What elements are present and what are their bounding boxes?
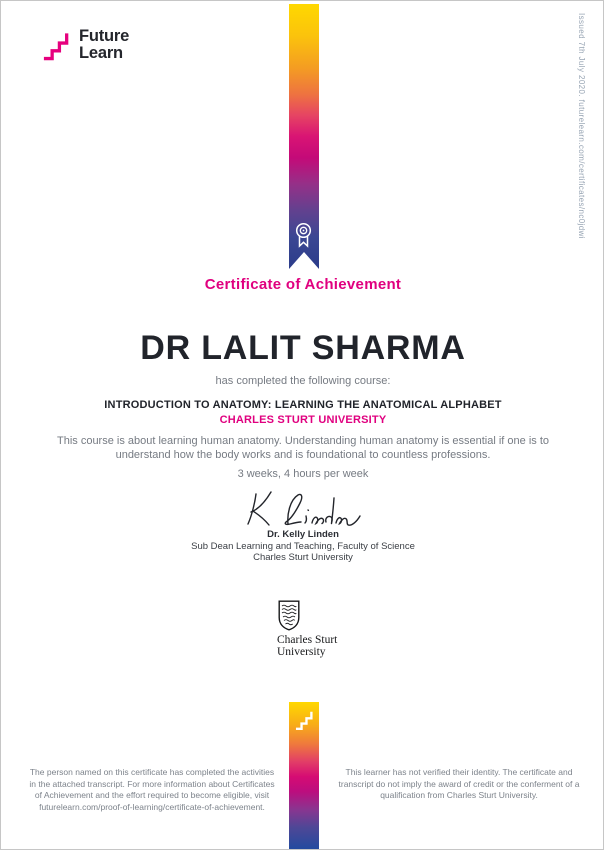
award-rosette-icon	[294, 222, 313, 249]
logo-word-learn: Learn	[79, 44, 123, 62]
university-logo	[277, 600, 337, 658]
university-logo-name	[277, 634, 337, 658]
logo-wordmark	[79, 28, 129, 62]
signatory-title: Sub Dean Learning and Teaching, Faculty of Science	[191, 541, 415, 552]
issue-note: Issued 7th July 2020. futurelearn.com/certificates/nc0jdwi	[577, 13, 586, 239]
signature-script	[228, 487, 378, 529]
completion-line: has completed the following course:	[215, 375, 391, 387]
university-shield-icon	[278, 600, 300, 631]
futurelearn-logo	[41, 28, 129, 62]
stairs-icon	[41, 30, 72, 61]
university-logo-line1: Charles Sturt	[277, 634, 338, 646]
signatory-name: Dr. Kelly Linden	[267, 529, 339, 540]
footer-note-identity: This learner has not verified their identity. The certificate and transcript do not imply the award of credit or the conferment of a qualification from Charles Sturt University.	[338, 767, 580, 800]
footer-note-transcript: The person named on this certificate has completed the activities in the attached transcript. For more information about Certificates of Achievement and the effort required to become eligible, visit futurelearn.com/proof-of-learning/certificate-of-achievement.	[29, 767, 275, 812]
course-duration: 3 weeks, 4 hours per week	[237, 468, 369, 480]
institution-name: CHARLES STURT UNIVERSITY	[219, 414, 387, 426]
logo-word-future: Future	[79, 27, 130, 45]
recipient-name: DR LALIT SHARMA	[140, 329, 466, 367]
course-description: This course is about learning human anatomy. Understanding human anatomy is essential if one is to understand how the body works and is foundational to countless professions.	[56, 435, 549, 461]
signatory-organisation: Charles Sturt University	[253, 552, 353, 563]
course-title: INTRODUCTION TO ANATOMY: LEARNING THE ANATOMICAL ALPHABET	[104, 399, 502, 411]
certificate-heading: Certificate of Achievement	[204, 276, 402, 293]
stairs-icon	[294, 708, 315, 732]
university-logo-line2: University	[277, 646, 326, 658]
